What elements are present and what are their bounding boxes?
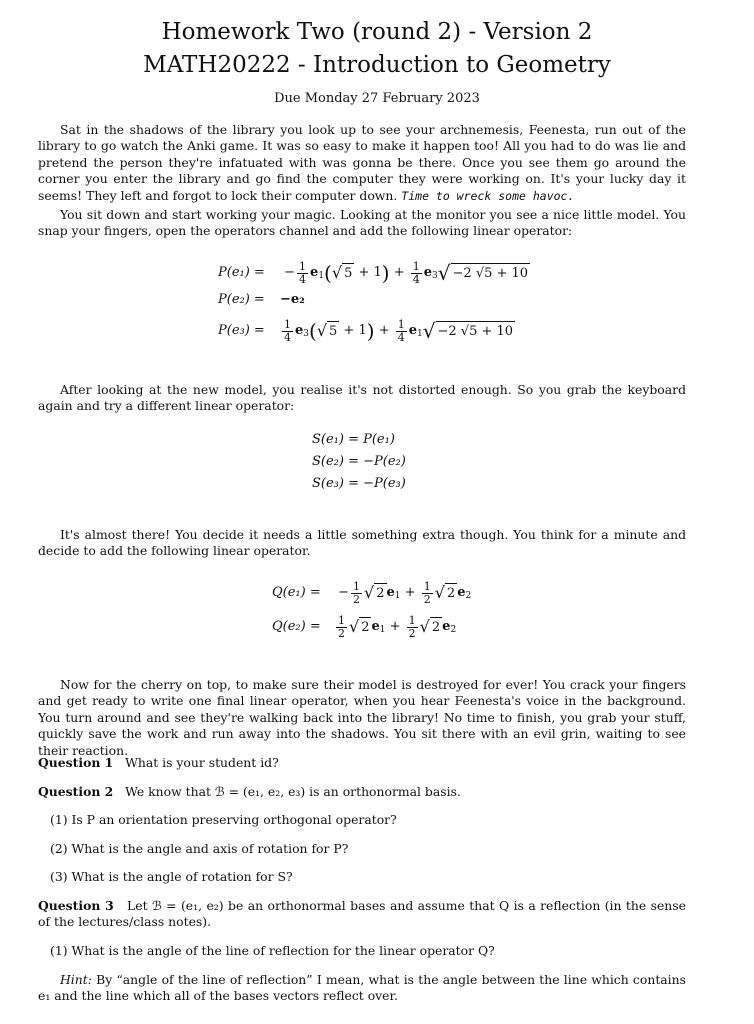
- question-1-label: Question 1: [38, 755, 114, 770]
- story-paragraph-3-text: After looking at the new model, you realise it's not distorted enough. So you grab the keyboard again and try a different linear operator:: [38, 382, 686, 414]
- question-2-part-1: (1) Is P an orientation preserving orthogonal operator?: [50, 812, 397, 827]
- question-3: [38, 898, 686, 931]
- question-2-text: We know that ℬ = (e₁, e₂, e₃) is an orthonormal basis.: [125, 784, 461, 799]
- story-paragraph-5-text: Now for the cherry on top, to make sure their model is destroyed for ever! You crack your fingers and get ready to write one final linear operator, when you hear Feenesta's voice in the background. You turn around and see they're walking back into the library! No time to finish, you grab your stuff, quickly save the work and run away into the shadows. You sit there with an evil grin, waiting to see their reaction.: [38, 677, 686, 758]
- equation-Q2: Q(e₂) = $\frac{1}{2}$ √ 2 e 1 + $\frac{1}{2}$ √ 2 e 2: [272, 613, 457, 640]
- hint-label: Hint:: [60, 972, 92, 987]
- story-paragraph-2-text: You sit down and start working your magic. Looking at the monitor you see a nice little model. You snap your fingers, open the operators channel and add the following linear operator:: [38, 207, 686, 239]
- story-paragraph-3: [38, 382, 686, 415]
- equation-P2-rhs: −e₂: [280, 292, 305, 307]
- story-paragraph-5: [38, 677, 686, 759]
- question-2-label: Question 2: [38, 784, 114, 799]
- equation-P1-lhs: P(e₁) =: [218, 265, 265, 280]
- equation-Q1-lhs: Q(e₁) =: [272, 585, 321, 600]
- story-paragraph-1: [38, 122, 686, 204]
- question-3-part-1: (1) What is the angle of the line of reflection for the linear operator Q?: [50, 943, 495, 958]
- question-2-part-2: (2) What is the angle and axis of rotation for P?: [50, 841, 349, 856]
- equation-S1: S(e₁) = P(e₁): [312, 432, 395, 447]
- question-2-part-3: (3) What is the angle of rotation for S?: [50, 869, 293, 884]
- question-1: [38, 755, 686, 771]
- story-paragraph-1-emphasis: Time to wreck some havoc.: [401, 188, 575, 203]
- story-paragraph-4-text: It's almost there! You decide it needs a little something extra though. You think for a minute and decide to add the following linear operator.: [38, 527, 686, 559]
- equation-Q1: Q(e₁) = − $\frac{1}{2}$ √ 2 e 1 + $\frac{1}{2}$ √ 2 e 2: [272, 579, 472, 606]
- hint-text: By “angle of the line of reflection” I mean, what is the angle between the line which contains e₁ and the line which all of the bases vectors reflect over.: [38, 972, 686, 1004]
- hint: [38, 972, 686, 1005]
- due-date: Due Monday 27 February 2023: [274, 91, 480, 106]
- equation-P3: P(e₃) = $\frac{1}{4}$ e 3 ( √ 5 + 1 ) + $\frac{1}{4}$ e 1 √ −2 √5 + 10: [218, 317, 514, 344]
- story-paragraph-4: [38, 527, 686, 560]
- equation-Q2-lhs: Q(e₂) =: [272, 619, 321, 634]
- equation-P1: P(e₁) = − $\frac{1}{4}$ e 1 ( √ 5 + 1 ) + $\frac{1}{4}$ e 3 √ −2 √5 + 10: [218, 259, 529, 286]
- equation-S2: S(e₂) = −P(e₂): [312, 454, 406, 469]
- equation-P2-lhs: P(e₂) =: [218, 292, 265, 307]
- page-title: Homework Two (round 2) - Version 2: [161, 19, 593, 45]
- equation-S3: S(e₃) = −P(e₃): [312, 476, 406, 491]
- story-paragraph-1-text: Sat in the shadows of the library you look up to see your archnemesis, Feenesta, run out of the library to go watch the Anki game. It was so easy to make it happen too! All you had to do was lie and pretend the person they're infatuated with was gonna be there. Once you see them go around the corner you enter the library and go find the computer they were working on. It's your lucky day it seems! They left and forgot to lock their computer down.: [38, 122, 686, 203]
- question-3-label: Question 3: [38, 898, 114, 913]
- question-2: [38, 784, 686, 800]
- equation-P3-lhs: P(e₃) =: [218, 323, 265, 338]
- question-3-text: Let ℬ = (e₁, e₂) be an orthonormal bases and assume that Q is a reflection (in the sense of the lectures/class notes).: [38, 898, 686, 930]
- equation-P2: [218, 290, 305, 310]
- question-1-text: What is your student id?: [125, 755, 279, 770]
- story-paragraph-2: [38, 207, 686, 240]
- course-title: MATH20222 - Introduction to Geometry: [143, 52, 611, 78]
